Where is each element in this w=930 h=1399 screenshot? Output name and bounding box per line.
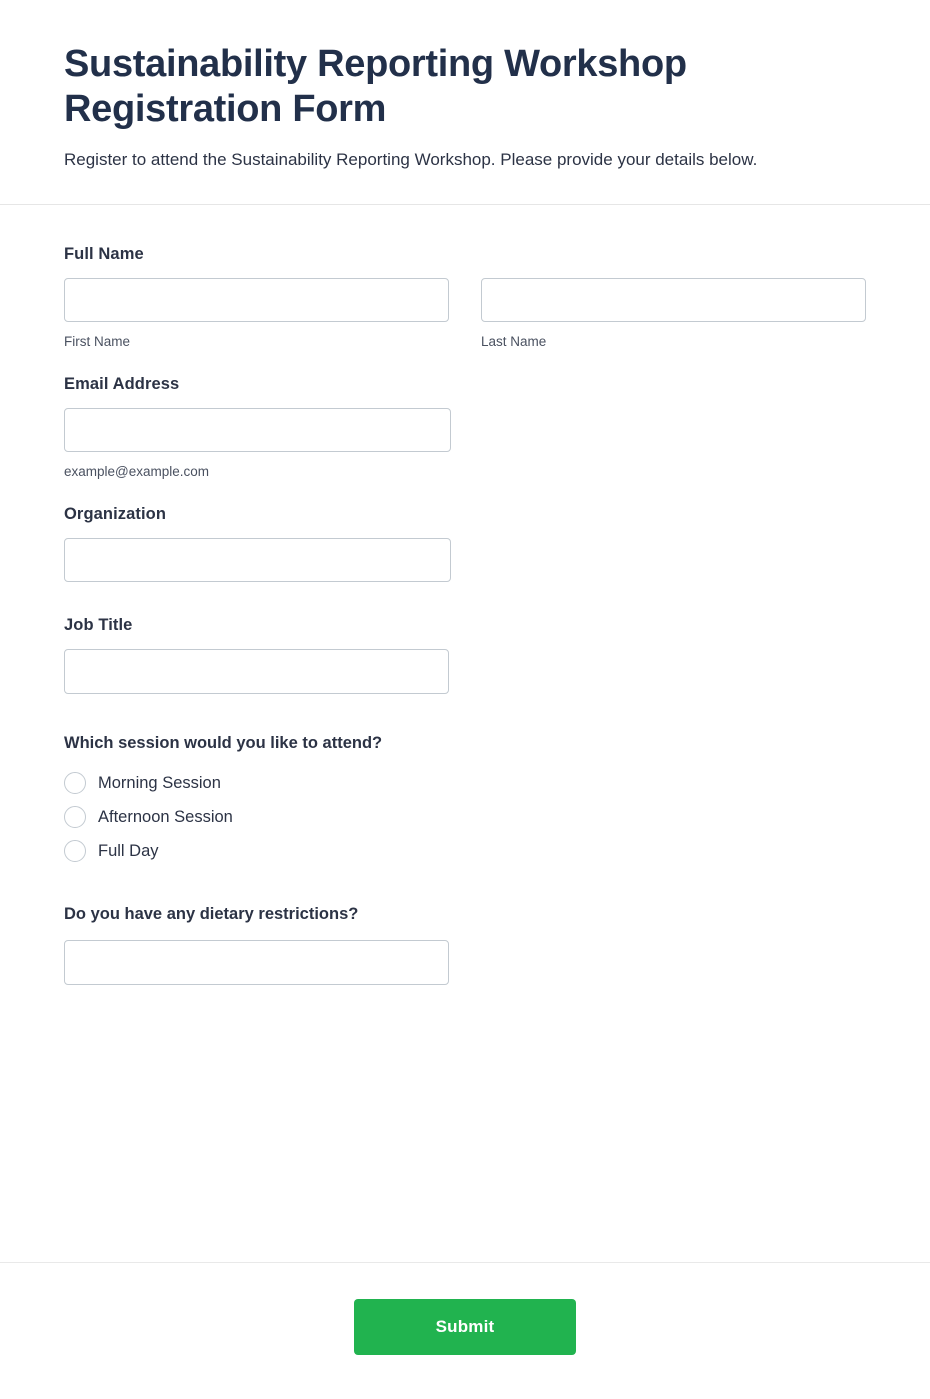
email-sublabel: example@example.com: [64, 464, 210, 480]
last-name-column: [481, 278, 866, 349]
radio-circle-icon[interactable]: [64, 806, 86, 828]
last-name-input[interactable]: [481, 278, 866, 322]
radio-label-full-day: Full Day: [98, 841, 159, 860]
first-name-input[interactable]: [64, 278, 449, 322]
organization-input[interactable]: [64, 538, 451, 582]
organization-label: Organization: [64, 505, 167, 524]
last-name-sublabel: Last Name: [481, 334, 547, 350]
radio-option-morning-session[interactable]: [64, 769, 866, 797]
session-radio-group: [64, 769, 866, 865]
field-dietary-restrictions: [64, 905, 866, 985]
dietary-label: Do you have any dietary restrictions?: [64, 905, 359, 924]
submit-button[interactable]: Submit: [354, 1299, 576, 1355]
radio-circle-icon[interactable]: [64, 840, 86, 862]
first-name-column: [64, 278, 449, 349]
form-body: [0, 205, 930, 1262]
radio-label-afternoon-session: Afternoon Session: [98, 807, 233, 826]
dietary-input[interactable]: [64, 940, 449, 985]
form-footer: [0, 1262, 930, 1399]
field-email-address: [64, 375, 866, 479]
page-title: Sustainability Reporting Workshop Registration Form: [64, 43, 687, 130]
full-name-row: [64, 278, 866, 349]
radio-circle-icon[interactable]: [64, 772, 86, 794]
field-full-name: [64, 245, 866, 349]
email-field[interactable]: [64, 408, 451, 452]
email-label: Email Address: [64, 375, 180, 394]
form-header: [0, 0, 930, 205]
field-organization: [64, 505, 866, 582]
field-job-title: [64, 616, 866, 694]
field-session-choice: [64, 734, 866, 865]
radio-option-full-day[interactable]: [64, 837, 866, 865]
job-title-input[interactable]: [64, 649, 449, 694]
page-description: Register to attend the Sustainability Reporting Workshop. Please provide your details below.: [64, 149, 758, 169]
radio-label-morning-session: Morning Session: [98, 773, 221, 792]
session-question-label: Which session would you like to attend?: [64, 734, 383, 753]
full-name-label: Full Name: [64, 245, 144, 264]
radio-option-afternoon-session[interactable]: [64, 803, 866, 831]
first-name-sublabel: First Name: [64, 334, 131, 350]
job-title-label: Job Title: [64, 616, 133, 635]
